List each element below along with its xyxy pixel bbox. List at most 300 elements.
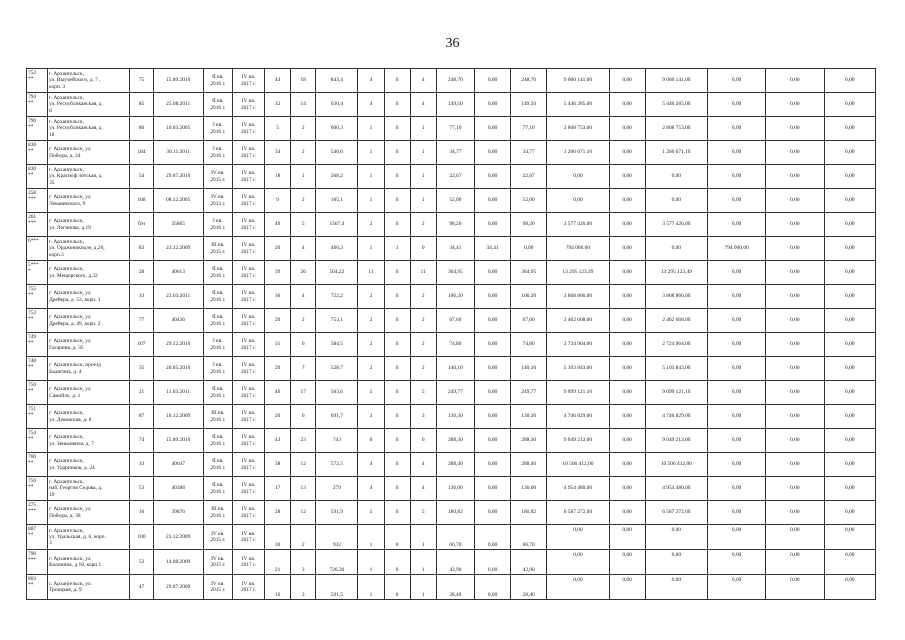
area-cell: 279 bbox=[316, 477, 358, 501]
cost-private-cell: 5 103 843,00 bbox=[645, 357, 707, 381]
planned-end-cell: IV кв. 2017 г. bbox=[232, 453, 264, 477]
planned-start-cell: IV кв. 2015 г. bbox=[203, 550, 232, 575]
planned-end-cell: IV кв. 2017 г. bbox=[232, 525, 264, 550]
area-municipal-cell: 0,00 bbox=[474, 381, 510, 405]
funds-a-cell: 0,00 bbox=[708, 525, 766, 550]
cost-municipal-cell: 0,00 bbox=[609, 261, 645, 285]
funds-c-cell: 0,00 bbox=[824, 285, 875, 309]
planned-end-cell: IV кв. 2017 г. bbox=[232, 285, 264, 309]
planned-start-cell: I кв. 2016 г. bbox=[203, 213, 232, 237]
rooms-municipal-cell: 0 bbox=[384, 429, 410, 453]
rooms-municipal-cell: 0 bbox=[384, 525, 410, 550]
area-cell: 691,7 bbox=[316, 405, 358, 429]
rooms-total-cell: 1 bbox=[358, 237, 384, 261]
area-private-cell: 77,10 bbox=[511, 117, 547, 141]
funds-a-cell: 0,00 bbox=[708, 213, 766, 237]
rooms-municipal-cell: 0 bbox=[384, 477, 410, 501]
document-number-cell: 107 bbox=[130, 333, 153, 357]
cost-private-cell: 10 506 412,00 bbox=[645, 453, 707, 477]
planned-start-cell: II кв. 2016 г. bbox=[203, 285, 232, 309]
document-number-cell: 21 bbox=[130, 381, 153, 405]
document-number-cell: 54 bbox=[130, 165, 153, 189]
document-number-cell: 83 bbox=[130, 237, 153, 261]
rooms-total-cell: 5 bbox=[358, 501, 384, 525]
record-number-cell: 756 ** bbox=[27, 477, 48, 501]
residents-count-cell: 20 bbox=[265, 405, 291, 429]
cost-municipal-cell: 0,00 bbox=[609, 405, 645, 429]
table-row bbox=[27, 525, 876, 550]
cost-total-cell: 4 954 480,00 bbox=[547, 477, 609, 501]
area-total-cell: 180,82 bbox=[436, 501, 474, 525]
funds-c-cell: 0,00 bbox=[824, 237, 875, 261]
area-cell: 753,1 bbox=[316, 309, 358, 333]
rooms-total-cell: 4 bbox=[358, 453, 384, 477]
record-number-cell: 750 ** bbox=[27, 381, 48, 405]
cost-private-cell: 0,00 bbox=[645, 237, 707, 261]
rooms-private-cell: 4 bbox=[410, 453, 436, 477]
rooms-private-cell: 2 bbox=[410, 333, 436, 357]
area-private-cell: 28,40 bbox=[511, 575, 547, 600]
document-date-cell: 29.07.2009 bbox=[153, 575, 203, 600]
residents-count-cell: 18 bbox=[265, 165, 291, 189]
cost-total-cell: 1 266 671,10 bbox=[547, 141, 609, 165]
address-cell: г. Архангельск, ул. Мещерского, д.32 bbox=[48, 261, 130, 285]
residents-count-cell: 32 bbox=[265, 93, 291, 117]
rooms-total-cell: 4 bbox=[358, 69, 384, 93]
document-number-cell: 28 bbox=[130, 261, 153, 285]
funds-b-cell: 0,00 bbox=[766, 117, 824, 141]
funds-a-cell: 0,00 bbox=[708, 477, 766, 501]
cost-total-cell: 5 103 843,00 bbox=[547, 357, 609, 381]
cost-total-cell: 794 000,00 bbox=[547, 237, 609, 261]
area-municipal-cell: 0,00 bbox=[474, 285, 510, 309]
document-date-cell: 40647 bbox=[153, 453, 203, 477]
planned-end-cell: IV кв. 2017 г. bbox=[232, 333, 264, 357]
funds-a-cell: 0,00 bbox=[708, 69, 766, 93]
area-municipal-cell: 0,00 bbox=[474, 357, 510, 381]
cost-private-cell: 0,00 bbox=[645, 165, 707, 189]
area-private-cell: 288,30 bbox=[511, 429, 547, 453]
area-total-cell: 136,00 bbox=[436, 477, 474, 501]
cost-municipal-cell: 0,00 bbox=[609, 237, 645, 261]
rooms-private-cell: 5 bbox=[410, 381, 436, 405]
funds-c-cell: 0,00 bbox=[824, 453, 875, 477]
area-total-cell: 288,30 bbox=[436, 429, 474, 453]
cost-private-cell: 2 462 668,00 bbox=[645, 309, 707, 333]
area-municipal-cell: 0,00 bbox=[474, 309, 510, 333]
table-row bbox=[27, 117, 876, 141]
address-cell: г. Архангельск, проезд Бадигина, д. 4 bbox=[48, 357, 130, 381]
planned-end-cell: IV кв. 2017 г. bbox=[232, 405, 264, 429]
table-row bbox=[27, 93, 876, 117]
address-cell: г. Архангельск, ул. Победы, д. 24 bbox=[48, 141, 130, 165]
planned-start-cell: I кв. 2016 г. bbox=[203, 141, 232, 165]
funds-a-cell: 0,00 bbox=[708, 141, 766, 165]
planned-start-cell: II кв. 2016 г. bbox=[203, 261, 232, 285]
cost-municipal-cell: 0,00 bbox=[609, 501, 645, 525]
funds-b-cell: 0,00 bbox=[766, 525, 824, 550]
funds-a-cell: 794 000,00 bbox=[708, 237, 766, 261]
rooms-total-cell: 2 bbox=[358, 357, 384, 381]
planned-end-cell: IV кв. 2017 г. bbox=[232, 69, 264, 93]
cost-private-cell: 9 049 212,00 bbox=[645, 429, 707, 453]
funds-a-cell: 0,00 bbox=[708, 381, 766, 405]
funds-a-cell: 0,00 bbox=[708, 285, 766, 309]
area-cell: 726,30 bbox=[316, 550, 358, 575]
table-row bbox=[27, 333, 876, 357]
area-private-cell: 364,95 bbox=[511, 261, 547, 285]
cost-municipal-cell: 0,00 bbox=[609, 285, 645, 309]
planned-end-cell: IV кв. 2017 г. bbox=[232, 429, 264, 453]
area-total-cell: 28,40 bbox=[436, 575, 474, 600]
document-number-cell: 35 bbox=[130, 357, 153, 381]
planned-end-cell: IV кв. 2017 г. bbox=[232, 381, 264, 405]
cost-municipal-cell: 0,00 bbox=[609, 525, 645, 550]
funds-a-cell: 0,00 bbox=[708, 189, 766, 213]
cost-private-cell: 1 266 671,10 bbox=[645, 141, 707, 165]
owners-count-cell: 2 bbox=[291, 141, 316, 165]
area-municipal-cell: 0,00 bbox=[474, 261, 510, 285]
funds-a-cell: 0,00 bbox=[708, 575, 766, 600]
cost-municipal-cell: 0,00 bbox=[609, 309, 645, 333]
residents-count-cell: 9 bbox=[265, 189, 291, 213]
funds-b-cell: 0,00 bbox=[766, 357, 824, 381]
owners-count-cell: 26 bbox=[291, 261, 316, 285]
cost-total-cell: 2 724 964,00 bbox=[547, 333, 609, 357]
planned-end-cell: IV кв. 2017 г. bbox=[232, 477, 264, 501]
owners-count-cell: 7 bbox=[291, 357, 316, 381]
area-cell: 268,2 bbox=[316, 165, 358, 189]
record-number-cell: 810 ** bbox=[27, 165, 48, 189]
residents-count-cell: 36 bbox=[265, 525, 291, 550]
address-cell: г. Архангельск, ул. Дрейера, д. 49, корп. 2 bbox=[48, 309, 130, 333]
area-private-cell: 0,00 bbox=[511, 237, 547, 261]
record-number-cell: 751 ** bbox=[27, 405, 48, 429]
funds-a-cell: 0,00 bbox=[708, 261, 766, 285]
area-municipal-cell: 0,00 bbox=[474, 575, 510, 600]
table-row bbox=[27, 237, 876, 261]
owners-count-cell: 13 bbox=[291, 477, 316, 501]
area-municipal-cell: 0,00 bbox=[474, 69, 510, 93]
table-row bbox=[27, 165, 876, 189]
rooms-private-cell: 1 bbox=[410, 117, 436, 141]
table-row bbox=[27, 550, 876, 575]
rooms-private-cell: 11 bbox=[410, 261, 436, 285]
area-municipal-cell: 0,00 bbox=[474, 550, 510, 575]
cost-private-cell: 9 099 121,10 bbox=[645, 381, 707, 405]
area-cell: 1567,4 bbox=[316, 213, 358, 237]
record-number-cell: 258 *** bbox=[27, 189, 48, 213]
planned-start-cell: I кв. 2016 г. bbox=[203, 333, 232, 357]
rooms-private-cell: 1 bbox=[410, 575, 436, 600]
funds-b-cell: 0,00 bbox=[766, 333, 824, 357]
owners-count-cell: 2 bbox=[291, 117, 316, 141]
residents-count-cell: 21 bbox=[265, 550, 291, 575]
area-private-cell: 248,70 bbox=[511, 69, 547, 93]
planned-end-cell: IV кв. 2017 г. bbox=[232, 237, 264, 261]
rooms-private-cell: 4 bbox=[410, 93, 436, 117]
rooms-municipal-cell: 0 bbox=[384, 381, 410, 405]
owners-count-cell: 3 bbox=[291, 575, 316, 600]
area-municipal-cell: 0,00 bbox=[474, 501, 510, 525]
record-number-cell: 261 *** bbox=[27, 213, 48, 237]
table-row bbox=[27, 285, 876, 309]
document-date-cell: 20.05.2010 bbox=[153, 357, 203, 381]
funds-b-cell: 0,00 bbox=[766, 550, 824, 575]
document-date-cell: 25.08.2011 bbox=[153, 93, 203, 117]
document-date-cell: 15.09.2010 bbox=[153, 69, 203, 93]
area-municipal-cell: 0,00 bbox=[474, 405, 510, 429]
funds-c-cell: 0,00 bbox=[824, 165, 875, 189]
area-cell: 600,3 bbox=[316, 117, 358, 141]
funds-a-cell: 0,00 bbox=[708, 501, 766, 525]
document-number-cell: 16 bbox=[130, 501, 153, 525]
funds-b-cell: 0,00 bbox=[766, 69, 824, 93]
planned-end-cell: IV кв. 2017 г. bbox=[232, 501, 264, 525]
planned-start-cell: IV кв. 2015 г. bbox=[203, 165, 232, 189]
address-cell: г. Архангельск, ул. Выучейского, д. 7 , корп. 3 bbox=[48, 69, 130, 93]
area-total-cell: 106,20 bbox=[436, 285, 474, 309]
page-number: 36 bbox=[445, 36, 460, 51]
funds-c-cell: 0,00 bbox=[824, 189, 875, 213]
record-number-cell: 753 ** bbox=[27, 309, 48, 333]
area-municipal-cell: 0,00 bbox=[474, 477, 510, 501]
table-row bbox=[27, 575, 876, 600]
rooms-total-cell: 11 bbox=[358, 261, 384, 285]
cost-total-cell: 2 462 668,00 bbox=[547, 309, 609, 333]
cost-municipal-cell: 0,00 bbox=[609, 333, 645, 357]
address-cell: г. Архангельск, ул. Победы, д. 38 bbox=[48, 501, 130, 525]
table-row bbox=[27, 477, 876, 501]
table-row bbox=[27, 357, 876, 381]
area-private-cell: 22,67 bbox=[511, 165, 547, 189]
table-row bbox=[27, 429, 876, 453]
rooms-municipal-cell: 0 bbox=[384, 117, 410, 141]
owners-count-cell: 3 bbox=[291, 550, 316, 575]
cost-private-cell: 3 577 426,00 bbox=[645, 213, 707, 237]
record-number-cell: 803 ** bbox=[27, 575, 48, 600]
area-cell: 591,9 bbox=[316, 501, 358, 525]
rooms-municipal-cell: 0 bbox=[384, 213, 410, 237]
funds-b-cell: 0,00 bbox=[766, 575, 824, 600]
cost-private-cell: 2 724 964,00 bbox=[645, 333, 707, 357]
funds-a-cell: 0,00 bbox=[708, 357, 766, 381]
address-cell: г. Архангельск, ул. Логинова, д.19 bbox=[48, 213, 130, 237]
area-cell: 528,7 bbox=[316, 357, 358, 381]
funds-c-cell: 0,00 bbox=[824, 213, 875, 237]
area-private-cell: 140,10 bbox=[511, 357, 547, 381]
planned-end-cell: IV кв. 2017 г. bbox=[232, 93, 264, 117]
record-number-cell: 748 ** bbox=[27, 357, 48, 381]
planned-start-cell: IV кв. 2013 г. bbox=[203, 189, 232, 213]
owners-count-cell: 2 bbox=[291, 189, 316, 213]
funds-a-cell: 0,00 bbox=[708, 453, 766, 477]
owners-count-cell: 17 bbox=[291, 381, 316, 405]
planned-end-cell: IV кв. 2017 г. bbox=[232, 550, 264, 575]
cost-municipal-cell: 0,00 bbox=[609, 575, 645, 600]
rooms-private-cell: 1 bbox=[410, 525, 436, 550]
rooms-municipal-cell: 0 bbox=[384, 309, 410, 333]
planned-start-cell: II кв. 2016 г. bbox=[203, 381, 232, 405]
cost-municipal-cell: 0,00 bbox=[609, 453, 645, 477]
funds-a-cell: 0,00 bbox=[708, 117, 766, 141]
area-total-cell: 140,10 bbox=[436, 357, 474, 381]
rooms-private-cell: 1 bbox=[410, 189, 436, 213]
area-cell: 540,6 bbox=[316, 141, 358, 165]
funds-b-cell: 0,00 bbox=[766, 261, 824, 285]
address-cell: г. Архангельск, ул. Гагарина, д. 35 bbox=[48, 333, 130, 357]
planned-start-cell: II кв. 2016 г. bbox=[203, 429, 232, 453]
table-row bbox=[27, 69, 876, 93]
document-number-cell: 168 bbox=[130, 189, 153, 213]
rooms-municipal-cell: 0 bbox=[384, 575, 410, 600]
area-private-cell: 74,80 bbox=[511, 333, 547, 357]
rooms-municipal-cell: 0 bbox=[384, 69, 410, 93]
cost-municipal-cell: 0,00 bbox=[609, 69, 645, 93]
planned-end-cell: IV кв. 2017 г. bbox=[232, 575, 264, 600]
document-number-cell: 47 bbox=[130, 575, 153, 600]
rooms-municipal-cell: 0 bbox=[384, 453, 410, 477]
rooms-total-cell: 2 bbox=[358, 285, 384, 309]
funds-b-cell: 0,00 bbox=[766, 189, 824, 213]
funds-c-cell: 0,00 bbox=[824, 381, 875, 405]
record-number-cell: 796 *** bbox=[27, 550, 48, 575]
area-total-cell: 288,40 bbox=[436, 453, 474, 477]
residents-count-cell: 20 bbox=[265, 237, 291, 261]
cost-total-cell: 5 446 285,00 bbox=[547, 93, 609, 117]
document-number-cell: б/н bbox=[130, 213, 153, 237]
cost-total-cell: 0,00 bbox=[547, 575, 609, 600]
funds-b-cell: 0,00 bbox=[766, 429, 824, 453]
funds-b-cell: 0,00 bbox=[766, 165, 824, 189]
document-date-cell: 40613 bbox=[153, 261, 203, 285]
cost-private-cell: 0,00 bbox=[645, 575, 707, 600]
rooms-municipal-cell: 0 bbox=[384, 405, 410, 429]
rooms-total-cell: 2 bbox=[358, 213, 384, 237]
area-total-cell: 42,90 bbox=[436, 550, 474, 575]
owners-count-cell: 2 bbox=[291, 309, 316, 333]
document-date-cell: 08.12.2005 bbox=[153, 189, 203, 213]
address-cell: г. Архангельск, ул. Калинина, д.18, корп.1 bbox=[48, 550, 130, 575]
residents-count-cell: 16 bbox=[265, 575, 291, 600]
rooms-total-cell: 2 bbox=[358, 333, 384, 357]
document-date-cell: 30.11.2011 bbox=[153, 141, 203, 165]
area-total-cell: 34,41 bbox=[436, 237, 474, 261]
area-private-cell: 67,60 bbox=[511, 309, 547, 333]
planned-start-cell: III кв. 2016 г. bbox=[203, 405, 232, 429]
document-number-cell: 33 bbox=[130, 285, 153, 309]
cost-municipal-cell: 0,00 bbox=[609, 477, 645, 501]
rooms-private-cell: 1 bbox=[410, 165, 436, 189]
area-cell: 591,5 bbox=[316, 575, 358, 600]
owners-count-cell: 6 bbox=[291, 405, 316, 429]
funds-c-cell: 0,00 bbox=[824, 69, 875, 93]
rooms-private-cell: 5 bbox=[410, 501, 436, 525]
funds-c-cell: 0,00 bbox=[824, 575, 875, 600]
cost-private-cell: 4 954 480,00 bbox=[645, 477, 707, 501]
record-number-cell: 749 ** bbox=[27, 333, 48, 357]
cost-private-cell: 6 587 272,60 bbox=[645, 501, 707, 525]
funds-c-cell: 0,00 bbox=[824, 429, 875, 453]
rooms-total-cell: 4 bbox=[358, 93, 384, 117]
document-date-cell: 15.09.2010 bbox=[153, 429, 203, 453]
owners-count-cell: 18 bbox=[291, 69, 316, 93]
cost-private-cell: 13 295 123,49 bbox=[645, 261, 707, 285]
rooms-private-cell: 2 bbox=[410, 285, 436, 309]
record-number-cell: 760 ** bbox=[27, 453, 48, 477]
document-number-cell: 86 bbox=[130, 117, 153, 141]
planned-end-cell: IV кв. 2017 г. bbox=[232, 357, 264, 381]
area-cell: 630,4 bbox=[316, 93, 358, 117]
funds-b-cell: 0,00 bbox=[766, 141, 824, 165]
planned-start-cell: IV кв. 2015 г. bbox=[203, 575, 232, 600]
area-total-cell: 248,70 bbox=[436, 69, 474, 93]
cost-private-cell: 2 808 753,00 bbox=[645, 117, 707, 141]
funds-b-cell: 0,00 bbox=[766, 213, 824, 237]
document-date-cell: 23.12.2009 bbox=[153, 525, 203, 550]
area-total-cell: 249,77 bbox=[436, 381, 474, 405]
owners-count-cell: 14 bbox=[291, 93, 316, 117]
cost-private-cell: 5 446 285,00 bbox=[645, 93, 707, 117]
residents-count-cell: 5 bbox=[265, 117, 291, 141]
area-total-cell: 149,50 bbox=[436, 93, 474, 117]
area-total-cell: 22,67 bbox=[436, 165, 474, 189]
planned-end-cell: IV кв. 2017 г. bbox=[232, 165, 264, 189]
cost-total-cell: 6 587 272,60 bbox=[547, 501, 609, 525]
rooms-municipal-cell: 0 bbox=[384, 333, 410, 357]
planned-start-cell: II кв. 2016 г. bbox=[203, 453, 232, 477]
document-number-cell: 33 bbox=[130, 453, 153, 477]
residents-count-cell: 40 bbox=[265, 381, 291, 405]
rooms-private-cell: 1 bbox=[410, 550, 436, 575]
owners-count-cell: 5 bbox=[291, 213, 316, 237]
record-number-cell: 5*** * bbox=[27, 261, 48, 285]
funds-b-cell: 0,00 bbox=[766, 93, 824, 117]
cost-total-cell: 0,00 bbox=[547, 189, 609, 213]
rooms-total-cell: 1 bbox=[358, 117, 384, 141]
planned-end-cell: IV кв. 2017 г. bbox=[232, 189, 264, 213]
rooms-total-cell: 2 bbox=[358, 309, 384, 333]
document-date-cell: 39876 bbox=[153, 501, 203, 525]
rooms-municipal-cell: 0 bbox=[384, 550, 410, 575]
funds-a-cell: 0,00 bbox=[708, 405, 766, 429]
rooms-total-cell: 3 bbox=[358, 405, 384, 429]
planned-end-cell: IV кв. 2017 г. bbox=[232, 261, 264, 285]
address-cell: г. Архангельск, ул. Самойло, д. 1 bbox=[48, 381, 130, 405]
funds-c-cell: 0,00 bbox=[824, 405, 875, 429]
document-date-cell: 29.12.2010 bbox=[153, 333, 203, 357]
address-cell: г. Архангельск, ул. Троицкая, д. 9 bbox=[48, 575, 130, 600]
cost-total-cell: 0,00 bbox=[547, 525, 609, 550]
area-municipal-cell: 0,00 bbox=[474, 141, 510, 165]
area-private-cell: 52,00 bbox=[511, 189, 547, 213]
funds-c-cell: 0,00 bbox=[824, 550, 875, 575]
funds-c-cell: 0,00 bbox=[824, 309, 875, 333]
record-number-cell: 755 ** bbox=[27, 285, 48, 309]
planned-start-cell: II кв. 2016 г. bbox=[203, 477, 232, 501]
area-private-cell: 98,20 bbox=[511, 213, 547, 237]
rooms-total-cell: 4 bbox=[358, 477, 384, 501]
area-cell: 743 bbox=[316, 429, 358, 453]
area-total-cell: 130,30 bbox=[436, 405, 474, 429]
planned-end-cell: IV кв. 2017 г. bbox=[232, 309, 264, 333]
document-date-cell: 23.03.2011 bbox=[153, 285, 203, 309]
address-cell: г. Архангельск, ул. Леваневского, 9 bbox=[48, 189, 130, 213]
cost-private-cell: 3 868 866,00 bbox=[645, 285, 707, 309]
record-number-cell: 818 ** bbox=[27, 141, 48, 165]
planned-end-cell: IV кв. 2017 г. bbox=[232, 213, 264, 237]
document-date-cell: 40436 bbox=[153, 309, 203, 333]
